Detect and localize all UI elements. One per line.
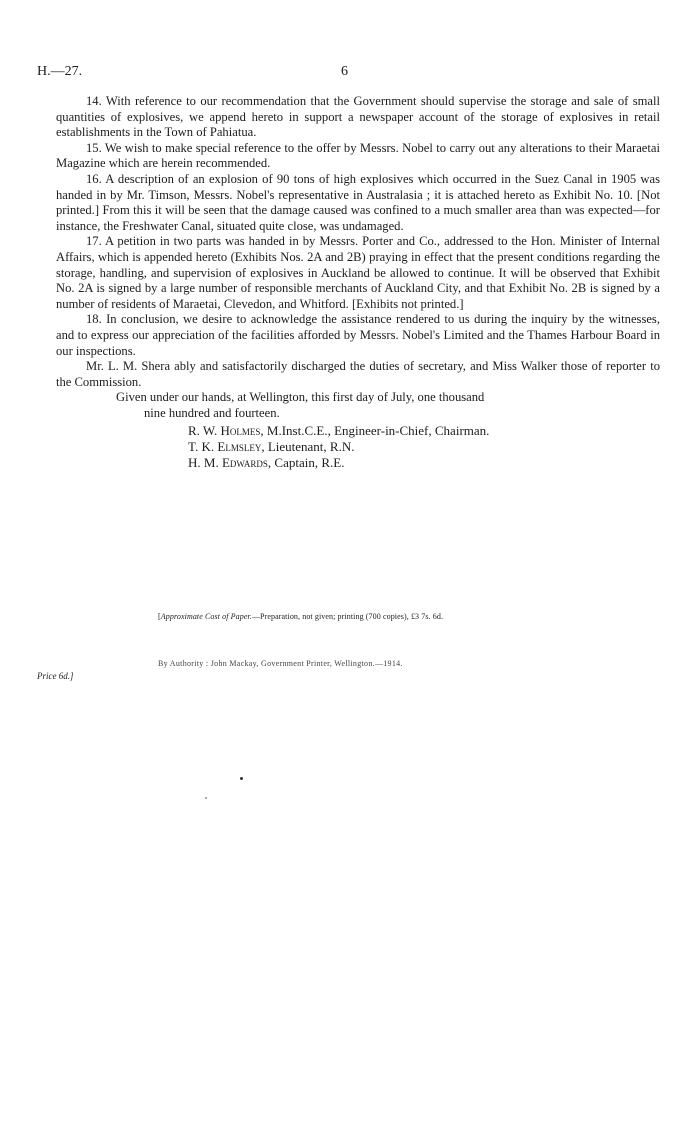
signatory-title: , M.Inst.C.E., Engineer-in-Chief, Chairman. <box>260 423 490 439</box>
paragraph-16: 16. A description of an explosion of 90 tons of high explosives which occurred in the Suez Canal in 1905 was handed in by Mr. Timson, Messrs. Nobel's representative in Australasia ; it is attached hereto as Exhibit No. 10. [Not printed.] From this it will be seen that the damage caused was confined to a much smaller area than was expected—for instance, the Freshwater Canal, situated quite close, was undamaged. <box>56 171 660 233</box>
signatory-initials: T. K. <box>188 439 215 455</box>
cost-note-label: Approximate Cost of Paper. <box>160 612 252 621</box>
signatory-surname: Holmes <box>220 423 261 439</box>
signatory <box>188 423 660 439</box>
given-date: nine hundred and fourteen. <box>144 405 280 420</box>
page-number: 6 <box>341 64 348 79</box>
paragraph-18: 18. In conclusion, we desire to acknowledge the assistance rendered to us during the inquiry by the witnesses, and to express our appreciation of the facilities afforded by Messrs. Nobel's Limited and the Thames Harbour Board in our inspections. <box>56 312 660 358</box>
signatory-initials: R. W. <box>188 423 218 439</box>
page-header <box>37 64 663 84</box>
signatory <box>188 439 660 455</box>
signatory-initials: H. M. <box>188 455 219 471</box>
price-note: Price 6d.] <box>37 671 74 681</box>
paragraph-15: 15. We wish to make special reference to the offer by Messrs. Nobel to carry out any alterations to their Maraetai Magazine which are herein recommended. <box>56 140 660 171</box>
signatory-surname: Edwards <box>221 455 268 471</box>
cost-note-text: —Preparation, not given; printing (700 copies), £3 7s. 6d. <box>251 612 444 621</box>
scan-speck <box>240 777 243 780</box>
signatories <box>188 423 660 471</box>
paragraph-17: 17. A petition in two parts was handed in by Messrs. Porter and Co., addressed to the Hon. Minister of Internal Affairs, which is appended hereto (Exhibits Nos. 2A and 2B) praying in effect that the present conditions regarding the storage, handling, and supervision of explosives in Auckland be allowed to continue. It will be observed that Exhibit No. 2A is signed by a large number of responsible merchants of Auckland City, and that Exhibit No. 2B is signed by a number of residents of Maraetai, Clevedon, and Whitford. [Exhibits not printed.] <box>56 234 660 311</box>
cost-note: [Approximate Cost of Paper.—Preparation, not given; printing (700 copies), £3 7s. 6d. <box>158 612 444 621</box>
signatory-title: , Lieutenant, R.N. <box>261 439 355 455</box>
signatory-title: , Captain, R.E. <box>267 455 345 471</box>
body-text <box>56 94 660 471</box>
signatory-surname: Elmsley <box>217 439 262 455</box>
paragraph-secretary: Mr. L. M. Shera ably and satisfactorily discharged the duties of secretary, and Miss Walker those of reporter to the Commission. <box>56 359 660 389</box>
given-under-hands: Given under our hands, at Wellington, this first day of July, one thousand <box>116 390 485 405</box>
paragraph-14: 14. With reference to our recommendation that the Government should supervise the storage and sale of small quantities of explosives, we append hereto in support a newspaper account of the storage of explosives in retail establishments in the Town of Pahiatua. <box>56 94 660 140</box>
document-reference: H.—27. <box>37 64 83 79</box>
scan-speck <box>205 797 207 799</box>
signatory <box>188 455 660 471</box>
printer-authority: By Authority : John Mackay, Government Printer, Wellington.—1914. <box>158 659 403 668</box>
